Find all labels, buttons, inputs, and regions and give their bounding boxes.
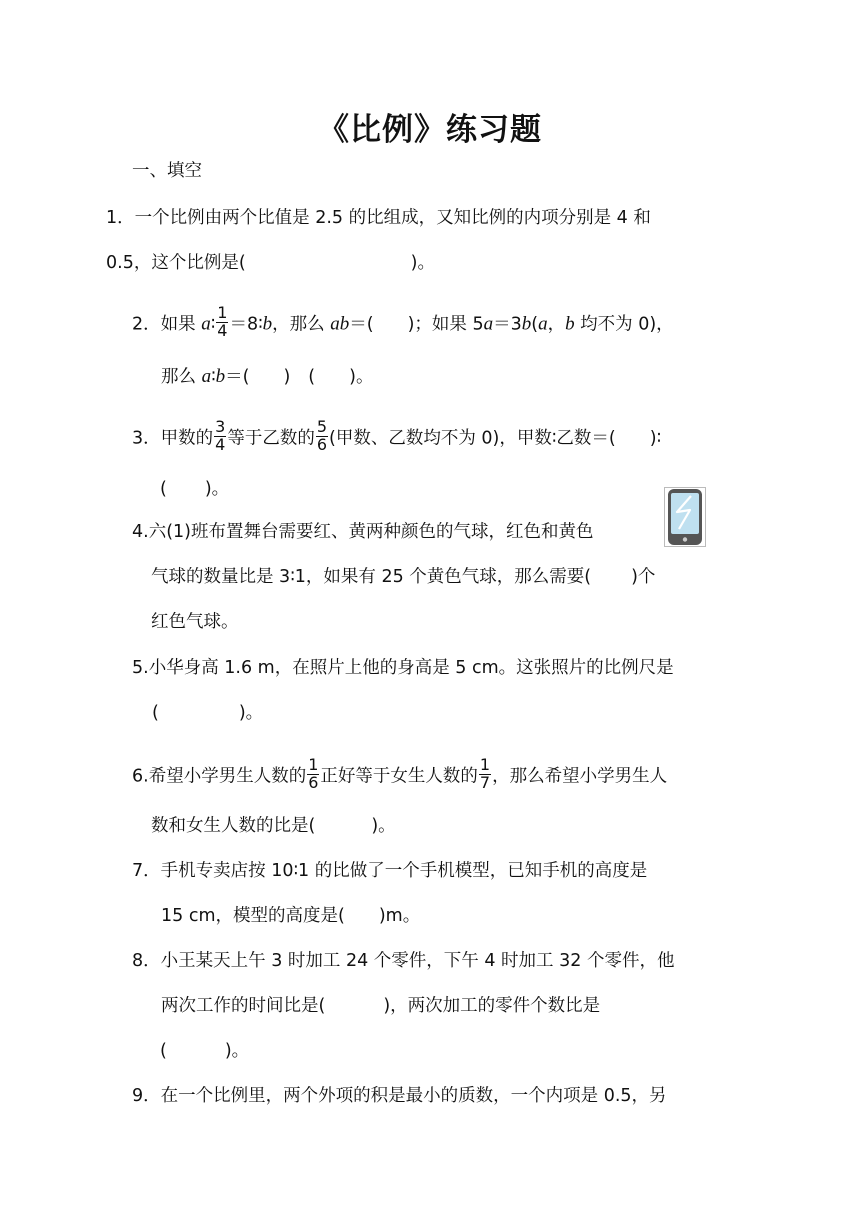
fraction: $\frac{1}{7}$ (479, 755, 491, 792)
question-6-line-1: 6.希望小学男生人数的 $\frac{1}{6}$ 正好等于女生人数的 $\frac{1}{7}$ ，那么希望小学男生人 (132, 755, 668, 792)
question-3-line-1: 3．甲数的 $\frac{3}{4}$ 等于乙数的 $\frac{5}{6}$ (甲数、乙数均不为 0)，甲数∶乙数＝( )∶ (132, 417, 662, 454)
fraction: $\frac{1}{6}$ (308, 755, 319, 792)
fraction: $\frac{1}{4}$ (217, 303, 228, 340)
question-2-line-1: 2．如果 a∶ $\frac{1}{4}$ ＝8∶b，那么 ab＝( )；如果 5a＝3b(a，b 均不为 0)， (132, 303, 674, 340)
question-4-line-1: 4.六(1)班布置舞台需要红、黄两种颜色的气球，红色和黄色 (132, 522, 594, 542)
question-5-line-1: 5.小华身高 1.6 m，在照片上他的身高是 5 cm。这张照片的比例尺是 (132, 658, 674, 678)
fraction: $\frac{5}{6}$ (316, 417, 328, 454)
question-8-line-2: 两次工作的时间比是( )，两次加工的零件个数比是 (161, 996, 601, 1016)
question-5-line-2: ( )。 (152, 703, 264, 723)
question-8-line-1: 8．小王某天上午 3 时加工 24 个零件，下午 4 时加工 32 个零件，他 (132, 951, 675, 971)
phone-icon (664, 487, 706, 547)
question-7-line-1: 7．手机专卖店按 10∶1 的比做了一个手机模型，已知手机的高度是 (132, 861, 648, 881)
fraction: $\frac{3}{4}$ (215, 417, 226, 454)
page-title: 《比例》练习题 (318, 112, 542, 148)
question-1-line-1: 1．一个比例由两个比值是 2.5 的比组成，又知比例的内项分别是 4 和 (106, 208, 651, 228)
question-8-line-3: ( )。 (160, 1041, 250, 1061)
question-4-line-2: 气球的数量比是 3∶1，如果有 25 个黄色气球，那么需要( )个 (151, 567, 656, 587)
question-2-line-2: 那么 a∶b＝( ) ( )。 (161, 366, 374, 387)
section-heading: 一、填空 (132, 161, 202, 181)
question-4-line-3: 红色气球。 (151, 612, 239, 632)
question-3-line-2: ( )。 (160, 479, 230, 499)
question-1-line-2: 0.5，这个比例是( )。 (106, 253, 435, 273)
question-6-line-2: 数和女生人数的比是( )。 (151, 816, 396, 836)
question-9-line-1: 9．在一个比例里，两个外项的积是最小的质数，一个内项是 0.5，另 (132, 1086, 667, 1106)
question-7-line-2: 15 cm，模型的高度是( )m。 (161, 906, 421, 926)
